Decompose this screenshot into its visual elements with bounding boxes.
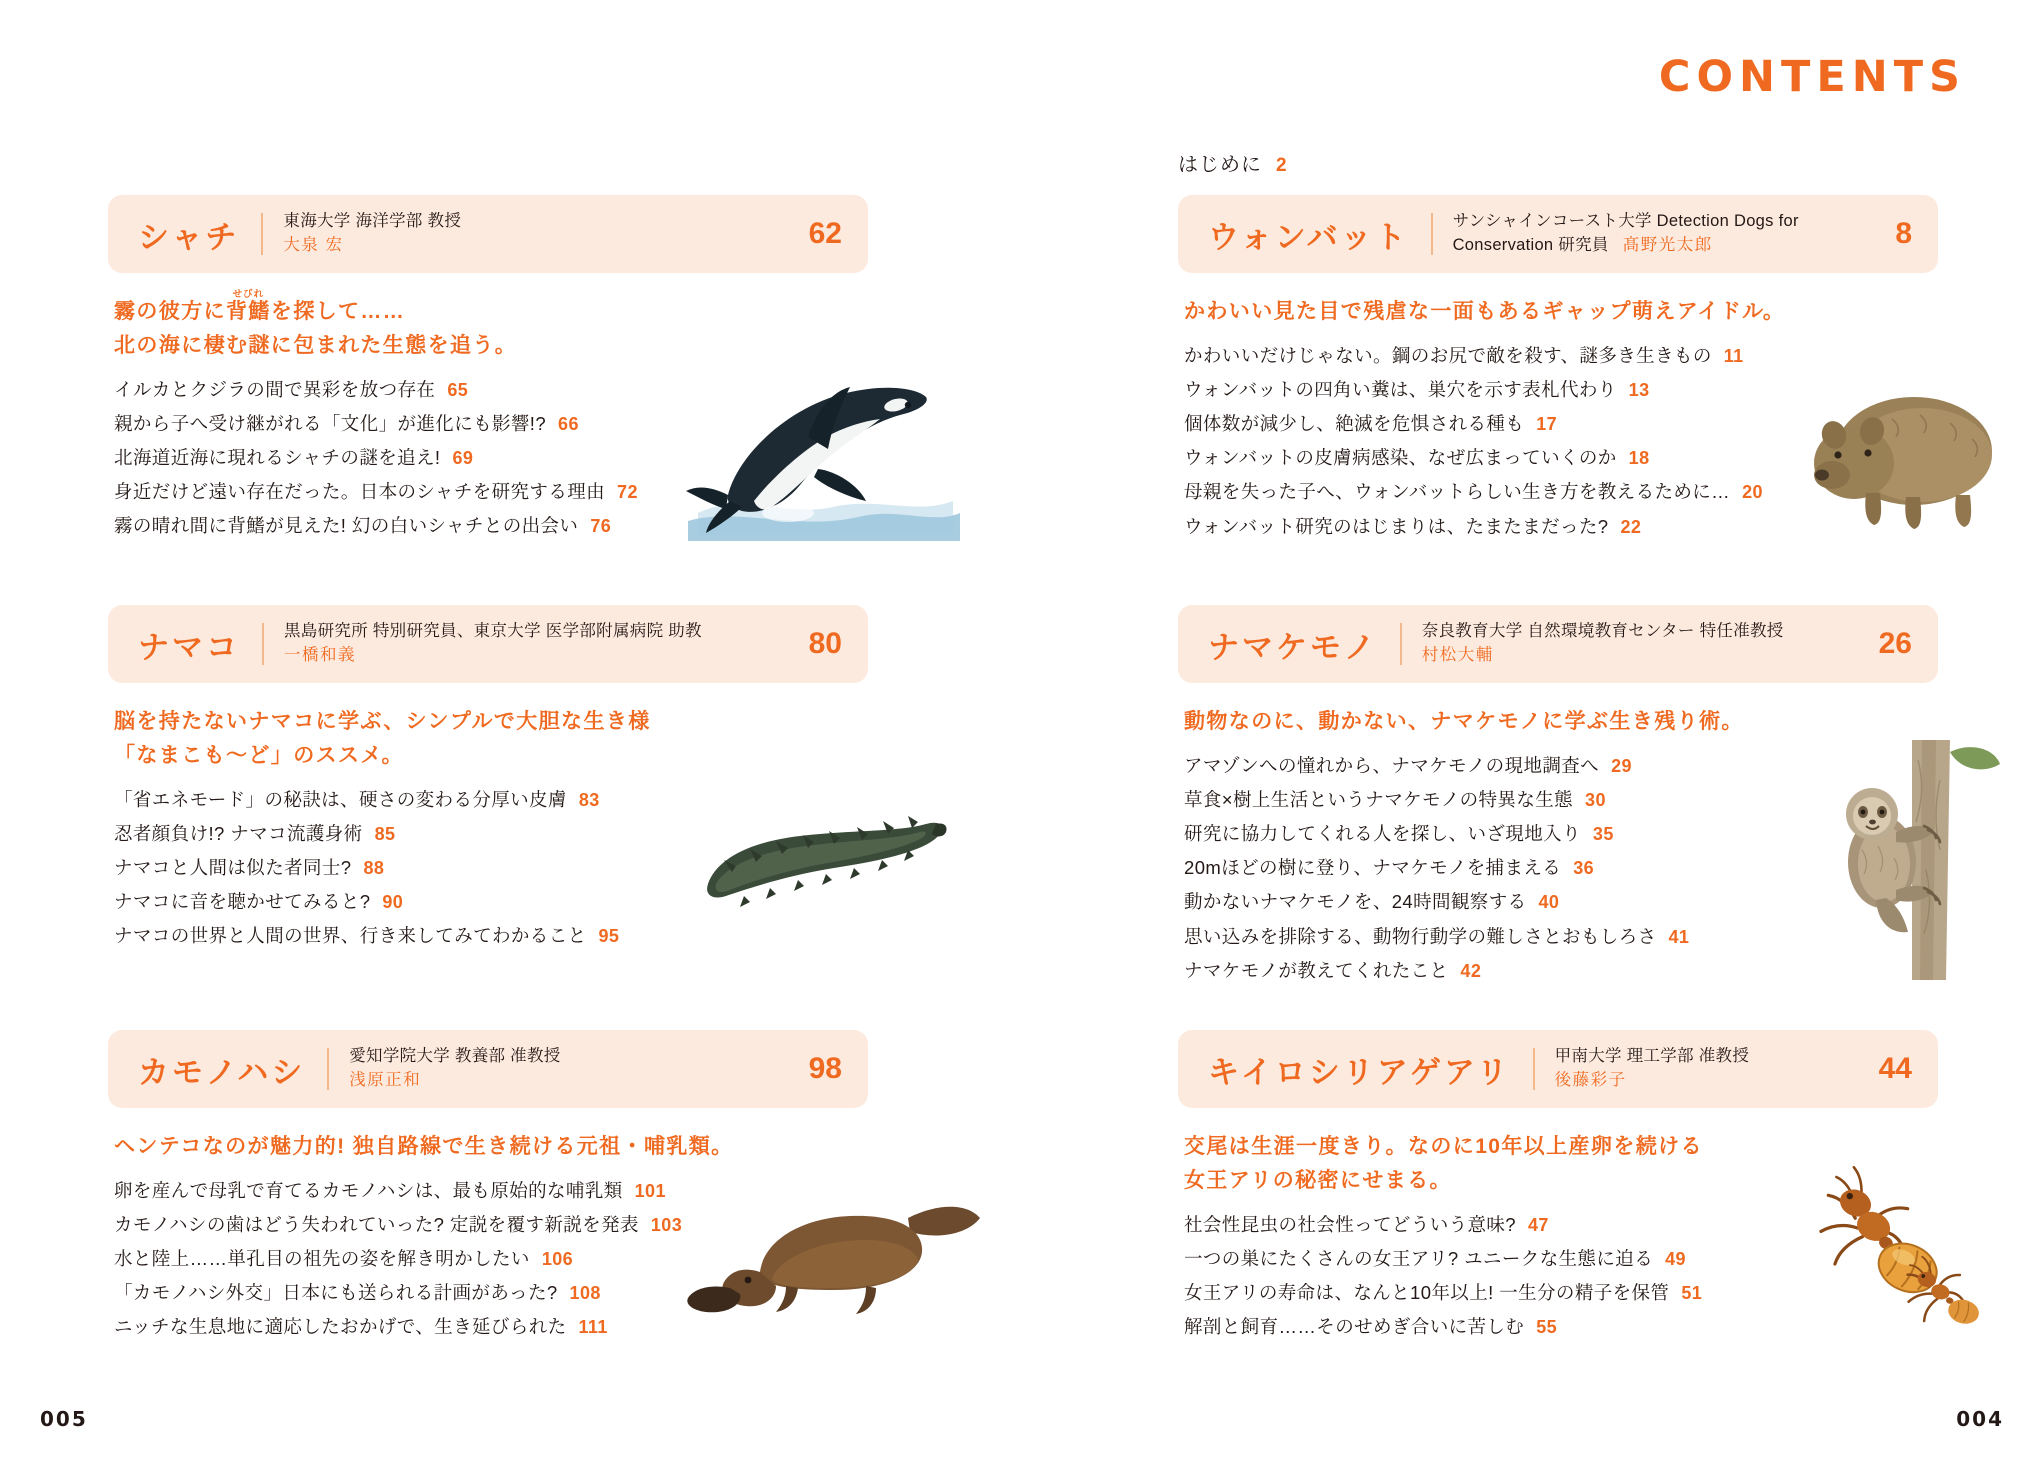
item-page: 49 [1665, 1249, 1686, 1270]
item-page: 65 [447, 380, 469, 401]
item-page: 13 [1628, 380, 1650, 401]
section-header[interactable] [1178, 605, 1938, 683]
item-page: 76 [590, 516, 612, 537]
item-text: 草食×樹上生活というナマケモノの特異な生態 [1184, 789, 1574, 811]
item-text: 研究に協力してくれる人を探し、いざ現地入り [1184, 823, 1581, 845]
item-text: 思い込みを排除する、動物行動学の難しさとおもしろさ [1184, 925, 1657, 947]
item-page: 66 [558, 414, 579, 435]
section-contributor [1422, 620, 1861, 668]
item-page: 47 [1528, 1215, 1549, 1236]
item-page: 85 [374, 824, 396, 845]
section-page-number: 62 [808, 217, 842, 250]
contributor-name: 髙野光太郎 [1622, 236, 1713, 254]
item-text: 解剖と飼育……そのせめぎ合いに苦しむ [1184, 1316, 1525, 1338]
sea-cucumber-illustration [672, 768, 972, 928]
lead-line-1: かわいい見た目で残虐な一面もあるギャップ萌えアイドル。 [1184, 300, 1786, 323]
lead-line-1-pre: 霧の彼方に [114, 300, 226, 323]
lead-line-2: 女王アリの秘密にせまる。 [1184, 1169, 1452, 1193]
contributor-name: 大泉 宏 [283, 236, 344, 254]
item-page: 30 [1585, 790, 1606, 811]
section-title: カモノハシ [138, 1054, 306, 1090]
section-title: ナマケモノ [1208, 629, 1378, 665]
item-text: ナマコと人間は似た者同士? [114, 857, 352, 879]
orca-illustration [668, 345, 968, 545]
platypus-illustration [672, 1160, 992, 1340]
item-page: 11 [1723, 346, 1744, 367]
contributor-name: 浅原正和 [349, 1071, 422, 1089]
item-text: 母親を失った子へ、ウォンバットらしい生き方を教えるために… [1184, 481, 1731, 503]
divider [1431, 213, 1433, 255]
item-page: 83 [578, 790, 600, 811]
item-page: 103 [650, 1215, 683, 1236]
item-text: ナマケモノが教えてくれたこと [1184, 959, 1449, 981]
item-text: 一つの巣にたくさんの女王アリ? ユニークな生態に迫る [1184, 1248, 1654, 1270]
section-title: ウォンバット [1208, 219, 1409, 255]
contributor-name: 村松大輔 [1421, 646, 1494, 664]
ruby-base: 背鰭 [226, 300, 271, 323]
item-text: 個体数が減少し、絶滅を危惧される種も [1184, 413, 1525, 435]
section-title: シャチ [138, 219, 240, 255]
item-page: 55 [1536, 1317, 1558, 1338]
item-page: 18 [1628, 448, 1650, 469]
item-text: 「カモノハシ外交」日本にも送られる計画があった? [114, 1282, 558, 1304]
item-text: 社会性昆虫の社会性ってどういう意味? [1184, 1214, 1516, 1236]
item-text: 親から子へ受け継がれる「文化」が進化にも影響!? [114, 413, 547, 435]
section-page-number: 44 [1878, 1052, 1912, 1085]
item-page: 22 [1620, 516, 1642, 537]
item-page: 69 [452, 448, 474, 469]
item-page: 88 [363, 858, 385, 879]
contributor-name: 一橋和義 [284, 646, 356, 664]
item-text: 20mほどの樹に登り、ナマケモノを捕まえる [1184, 857, 1562, 879]
section-page-number: 8 [1895, 217, 1912, 250]
section-header[interactable] [108, 1030, 868, 1108]
item-page: 108 [569, 1283, 601, 1304]
lead-line-1: 脳を持たないナマコに学ぶ、シンプルで大胆な生き様 [114, 710, 651, 733]
item-page: 95 [598, 926, 620, 947]
contributor-affiliation-line2 [1453, 234, 1878, 258]
lead-line-1: ヘンテコなのが魅力的! 独自路線で生き続ける元祖・哺乳類。 [114, 1135, 734, 1158]
lead-line-1-post: を探して…… [270, 300, 406, 323]
item-text: 北海道近海に現れるシャチの謎を追え! [114, 447, 441, 469]
divider [262, 623, 264, 665]
section-header[interactable] [1178, 1030, 1938, 1108]
section-contributor [284, 620, 791, 668]
item-text: 「省エネモード」の秘訣は、硬さの変わる分厚い皮膚 [114, 789, 567, 811]
item-page: 41 [1668, 926, 1690, 947]
item-text: カモノハシの歯はどう失われていった? 定説を覆す新説を発表 [114, 1214, 639, 1236]
contributor-affiliation: 東海大学 海洋学部 教授 [283, 212, 462, 231]
contributor-name: 後藤彩子 [1554, 1071, 1627, 1089]
section-lead [114, 1130, 868, 1164]
item-text: 忍者顔負け!? ナマコ流護身術 [114, 823, 363, 845]
divider [261, 213, 263, 255]
item-text: イルカとクジラの間で異彩を放つ存在 [114, 379, 436, 401]
item-page: 35 [1592, 824, 1614, 845]
item-page: 40 [1538, 892, 1560, 913]
section-lead [114, 705, 868, 773]
item-text: 霧の晴れ間に背鰭が見えた! 幻の白いシャチとの出会い [114, 515, 579, 537]
section-header[interactable] [108, 195, 868, 273]
section-contributor [1453, 210, 1878, 258]
folio-left: 005 [40, 1407, 88, 1431]
section-contributor [283, 210, 790, 258]
contributor-affiliation: 黒島研究所 特別研究員、東京大学 医学部附属病院 助教 [284, 622, 702, 641]
section-page-number: 80 [808, 627, 842, 660]
divider [1533, 1048, 1535, 1090]
lead-line-1: 交尾は生涯一度きり。なのに10年以上産卵を続ける [1184, 1135, 1703, 1158]
section-header[interactable] [1178, 195, 1938, 273]
sloth-illustration [1800, 740, 2010, 980]
contributor-affiliation: 愛知学院大学 教養部 准教授 [349, 1047, 561, 1066]
item-text: ウォンバット研究のはじまりは、たまたまだった? [1184, 515, 1609, 537]
page-title: CONTENTS [1658, 52, 1966, 102]
item-text: かわいいだけじゃない。鋼のお尻で敵を殺す、謎多き生きもの [1184, 345, 1712, 367]
contributor-affiliation: 甲南大学 理工学部 准教授 [1554, 1047, 1750, 1066]
contributor-affiliation: 奈良教育大学 自然環境教育センター 特任准教授 [1421, 622, 1784, 641]
ruby-group [226, 289, 271, 323]
item-text: アマゾンへの憧れから、ナマケモノの現地調査へ [1184, 755, 1600, 777]
item-text: ナマコの世界と人間の世界、行き来してみてわかること [114, 925, 587, 947]
item-text: ナマコに音を聴かせてみると? [114, 891, 371, 913]
section-lead [1184, 705, 1938, 739]
item-text: ウォンバットの皮膚病感染、なぜ広まっていくのか [1184, 447, 1617, 469]
item-page: 51 [1681, 1283, 1703, 1304]
section-page-number: 26 [1878, 627, 1912, 660]
section-lead [1184, 295, 1938, 329]
section-title: ナマコ [138, 629, 240, 665]
item-page: 42 [1460, 960, 1482, 981]
ant-illustration [1760, 1140, 2020, 1360]
wombat-illustration [1796, 355, 2026, 555]
item-page: 111 [578, 1317, 608, 1338]
item-page: 106 [541, 1249, 574, 1270]
section-contributor [1555, 1045, 1861, 1093]
section-page-number: 98 [808, 1052, 842, 1085]
item-page: 90 [382, 892, 404, 913]
item-page: 17 [1536, 414, 1558, 435]
section-title: キイロシリアゲアリ [1208, 1054, 1511, 1090]
lead-line-2: 北の海に棲む謎に包まれた生態を追う。 [114, 334, 518, 358]
section-contributor [349, 1045, 790, 1093]
ruby-text: せびれ [232, 289, 265, 300]
divider [1400, 623, 1402, 665]
item-text: 動かないナマケモノを、24時間観察する [1184, 891, 1527, 913]
contributor-affiliation-line1: サンシャインコースト大学 Detection Dogs for [1452, 212, 1799, 231]
section-header[interactable] [108, 605, 868, 683]
item-page: 72 [617, 482, 638, 503]
lead-line-1: 動物なのに、動かない、ナマケモノに学ぶ生き残り術。 [1184, 710, 1744, 733]
lead-line-2: 「なまこも〜ど」のススメ。 [114, 744, 404, 768]
item-text: ウォンバットの四角い糞は、巣穴を示す表札代わり [1184, 379, 1617, 401]
intro-page-number: 2 [1276, 155, 1288, 176]
item-text: 卵を産んで母乳で育てるカモノハシは、最も原始的な哺乳類 [114, 1180, 623, 1202]
affiliation-text: Conservation 研究員 [1452, 236, 1609, 254]
divider [327, 1048, 329, 1090]
intro-entry [1178, 148, 1288, 177]
item-page: 20 [1742, 482, 1763, 503]
item-text: 水と陸上……単孔目の祖先の姿を解き明かしたい [114, 1248, 530, 1270]
folio-right: 004 [1956, 1407, 2004, 1431]
item-page: 36 [1573, 858, 1595, 879]
item-page: 101 [634, 1181, 666, 1202]
item-text: 女王アリの寿命は、なんと10年以上! 一生分の精子を保管 [1184, 1282, 1670, 1304]
item-text: 身近だけど遠い存在だった。日本のシャチを研究する理由 [114, 481, 606, 503]
item-text: ニッチな生息地に適応したおかげで、生き延びられた [114, 1316, 567, 1338]
intro-label: はじめに [1178, 154, 1262, 176]
item-page: 29 [1611, 756, 1632, 777]
